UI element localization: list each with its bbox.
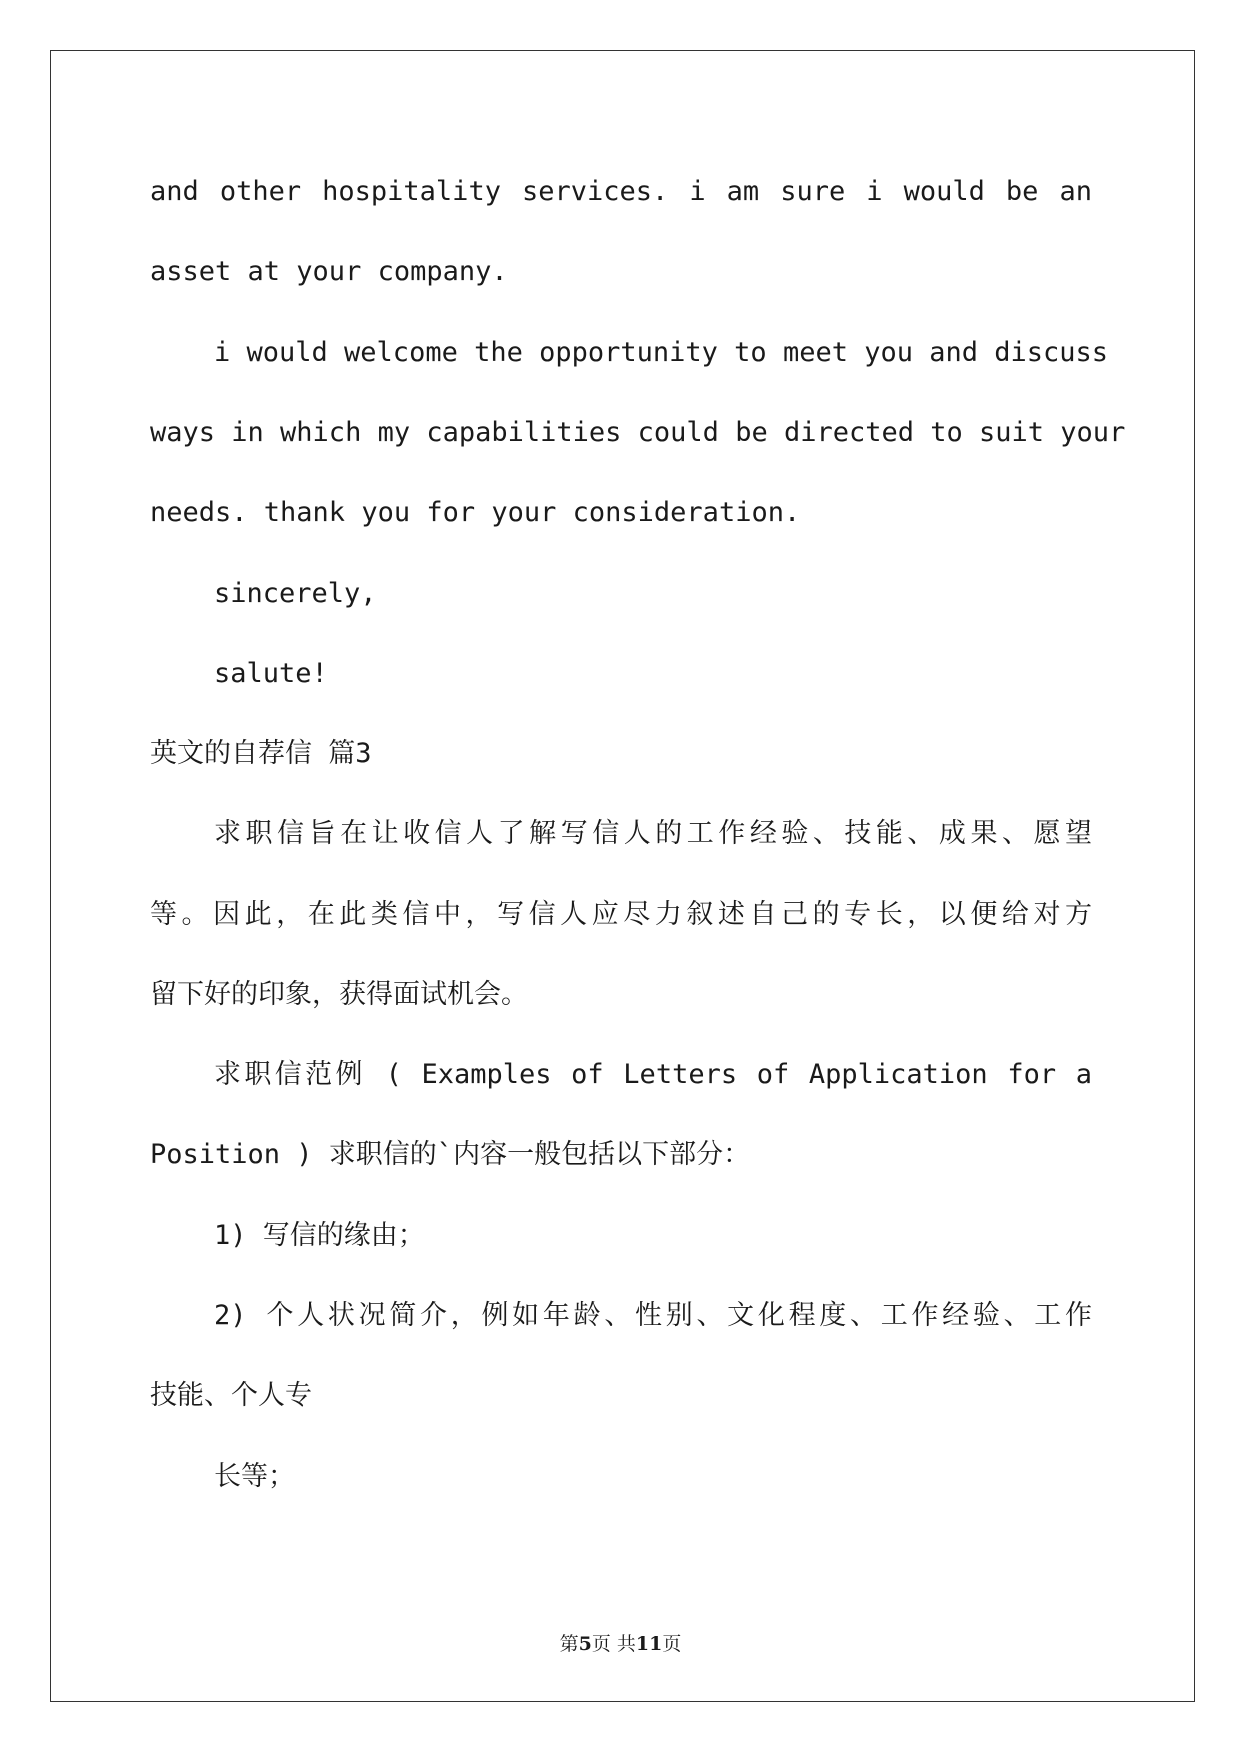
- text-line: and other hospitality services. i am sure i would be an: [150, 176, 1092, 207]
- text-line: 等。因此，在此类信中，写信人应尽力叙述自己的专长，以便给对方: [150, 899, 1092, 930]
- text-line: 技能、个人专: [150, 1380, 312, 1411]
- footer-suffix: 页: [662, 1633, 682, 1655]
- text-line: 留下好的印象，获得面试机会。: [150, 979, 528, 1010]
- text-line: ways in which my capabilities could be directed to suit your: [150, 417, 1126, 448]
- page-border: [50, 50, 1195, 1702]
- footer-prefix: 第: [559, 1633, 579, 1655]
- text-line: 长等；: [214, 1461, 295, 1492]
- section-heading: 英文的自荐信 篇3: [150, 738, 372, 769]
- list-item: 2) 个人状况简介，例如年龄、性别、文化程度、工作经验、工作: [214, 1300, 1092, 1331]
- text-line: Position ) 求职信的`内容一般包括以下部分：: [150, 1139, 751, 1170]
- text-line: 求职信旨在让收信人了解写信人的工作经验、技能、成果、愿望: [214, 818, 1092, 849]
- text-line: salute!: [214, 658, 328, 689]
- text-line: 求职信范例 ( Examples of Letters of Application for a: [214, 1059, 1092, 1090]
- list-item: 1) 写信的缘由；: [214, 1220, 425, 1251]
- page-footer: [0, 1632, 1241, 1656]
- text-line: asset at your company.: [150, 256, 508, 287]
- text-line: sincerely,: [214, 578, 377, 609]
- total-pages: 11: [635, 1633, 663, 1655]
- text-line: needs. thank you for your consideration.: [150, 497, 801, 528]
- text-line: i would welcome the opportunity to meet you and discuss: [214, 337, 1109, 368]
- page-number: 5: [578, 1633, 592, 1655]
- footer-middle: 页 共: [591, 1633, 636, 1655]
